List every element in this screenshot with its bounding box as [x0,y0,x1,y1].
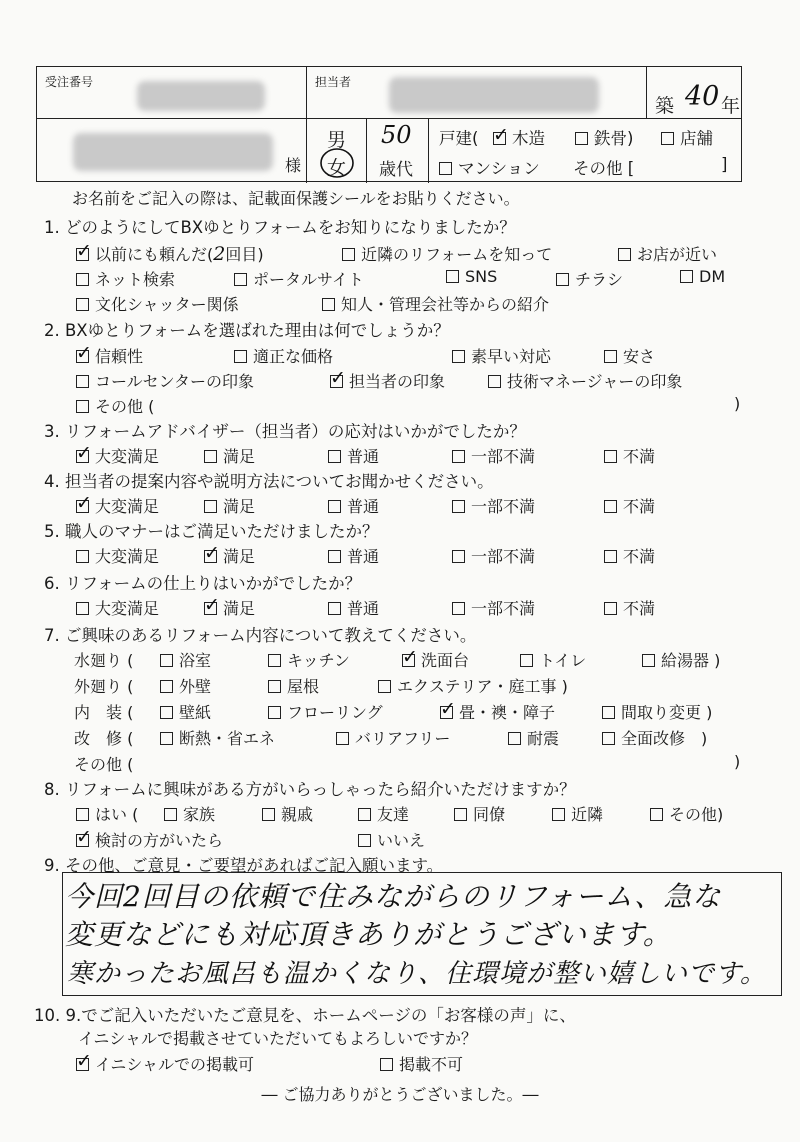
gender-female: 女 [327,157,347,179]
house-wood[interactable]: ✓ 木造 [493,125,545,149]
q8-title: 8. リフォームに興味がある方がいらっしゃったら紹介いただけますか？ [44,780,576,799]
q1-checkbox-portal[interactable] [234,273,247,286]
house-mansion[interactable]: マンション [439,155,540,179]
q4-normal[interactable]: 普通 [328,494,379,517]
q4-very-satisfied[interactable]: ✓大変満足 [76,494,159,517]
order-no-label: 受注番号 [45,75,94,89]
q7-inner-label: 内 装 ( [74,703,134,722]
q1-checkbox-bunka[interactable] [76,298,89,311]
q6-satisfied[interactable]: ✓ 満足 [204,596,255,619]
q7-inner-tatami[interactable]: ✓ 畳・襖・障子 [440,700,555,723]
q9-title: 9. その他、ご意見・ご要望があればご記入願います。 [44,856,444,875]
q4-partly-dissatisfied[interactable]: 一部不満 [452,494,535,517]
q1-checkbox-flyer[interactable] [556,273,569,286]
q1-opt-near-store[interactable]: お店が近い [618,242,717,265]
q3-normal[interactable]: 普通 [328,444,379,467]
q6-dissatisfied[interactable]: 不満 [604,596,655,619]
q4-satisfied[interactable]: 満足 [204,494,255,517]
q2-checkbox-tech[interactable] [488,375,501,388]
q6-very-satisfied[interactable]: 大変満足 [76,596,159,619]
q7-reform-label: 改 修 ( [74,729,134,748]
q7-title: 7. ご興味のあるリフォーム内容について教えてください。 [44,626,477,645]
q7-water-label: 水廻り ( [74,651,134,670]
q3-partly-dissatisfied[interactable]: 一部不満 [452,444,535,467]
q2-checkbox-quick[interactable] [452,350,465,363]
q7-inner-flooring[interactable]: フローリング [268,700,383,723]
q2-opt-other[interactable]: その他 ( [76,394,154,417]
q2-checkbox-callcenter[interactable] [76,375,89,388]
q1-checkbox-before[interactable] [76,248,89,261]
house-steel[interactable]: 鉄骨) [575,125,633,149]
q8-friends[interactable]: 友達 [358,802,409,825]
customer-name-cell [37,119,307,183]
header-table [36,66,742,182]
building-age-value: 40 [685,81,720,112]
age-cell [367,119,429,183]
q7-water-kitchen[interactable]: キッチン [268,648,350,671]
q2-opt-cheap[interactable]: 安さ [604,344,655,367]
q5-normal[interactable]: 普通 [328,544,379,567]
q8-neighbors[interactable]: 近隣 [552,802,603,825]
q1-opt-net[interactable]: ネット検索 [76,267,175,290]
q2-checkbox-price[interactable] [234,350,247,363]
q8-consider[interactable]: ✓検討の方がいたら [76,828,223,851]
gender-male: 男 [327,129,347,151]
q5-partly-dissatisfied[interactable]: 一部不満 [452,544,535,567]
mansion-checkbox[interactable] [439,162,452,175]
steel-checkbox[interactable] [575,132,588,145]
staff-cell [307,67,647,119]
order-no-cell [37,67,307,119]
q7-outer-exterior[interactable]: エクステリア・庭工事 ) [378,674,568,697]
house-other-close: ] [721,155,728,174]
q2-opt-callcenter[interactable]: コールセンターの印象 [76,369,254,392]
sama-label: 様 [285,156,302,175]
house-detached: 戸建( [439,129,479,148]
q1-checkbox-sns[interactable] [446,270,459,283]
q1-opt-dm[interactable]: DM [680,267,725,286]
comment-box[interactable] [62,872,782,996]
q5-title: 5. 職人のマナーはご満足いただけましたか？ [44,522,379,541]
q7-outer-roof[interactable]: 屋根 [268,674,319,697]
q7-inner-layout[interactable]: 間取り変更 ) [602,700,712,723]
q2-opt-tech[interactable]: 技術マネージャーの印象 [488,369,682,392]
q5-dissatisfied[interactable]: 不満 [604,544,655,567]
q7-other-label: その他 ( [74,755,134,774]
q8-other[interactable]: その他) [650,802,723,825]
q3-satisfied[interactable]: 満足 [204,444,255,467]
q1-checkbox-neighbor[interactable] [342,248,355,261]
q2-checkbox-cheap[interactable] [604,350,617,363]
comment-line-1: 今回2回目の依頼で住みながらのリフォーム、急な [65,880,722,913]
q5-very-satisfied[interactable]: 大変満足 [76,544,159,567]
q3-very-satisfied[interactable]: ✓大変満足 [76,444,159,467]
q2-checkbox-staff[interactable] [330,375,343,388]
q2-opt-price[interactable]: 適正な価格 [234,344,333,367]
shop-checkbox[interactable] [661,132,674,145]
q3-title: 3. リフォームアドバイザー（担当者）の応対はいかがでしたか？ [44,422,526,441]
q7-outer-label: 外廻り ( [74,677,134,696]
q2-opt-quick[interactable]: 素早い対応 [452,344,551,367]
footer-thanks: ― ご協力ありがとうございました。― [261,1085,539,1104]
q3-dissatisfied[interactable]: 不満 [604,444,655,467]
q7-outer-wall[interactable]: 外壁 [160,674,211,697]
q7-water-bath[interactable]: 浴室 [160,648,211,671]
wood-checkbox[interactable] [493,132,506,145]
comment-line-2: 変更などにも対応頂きありがとうございます。 [65,918,672,951]
q1-opt-portal[interactable]: ポータルサイト [234,267,364,290]
q6-title: 6. リフォームの仕上りはいかがでしたか？ [44,574,362,593]
q2-other-close: ) [734,394,741,413]
q7-water-toilet[interactable]: トイレ [520,648,586,671]
q4-title: 4. 担当者の提案内容や説明方法についてお聞かせください。 [44,472,494,491]
q7-reform-insulation[interactable]: 断熱・省エネ [160,726,275,749]
building-age-unit: 年 [721,95,741,117]
redacted-staff [389,77,599,113]
q7-reform-quake[interactable]: 耐震 [508,726,559,749]
q2-checkbox-trust[interactable] [76,350,89,363]
redacted-order-no [137,81,265,111]
q2-opt-staff[interactable]: ✓ 担当者の印象 [330,369,445,392]
q1-opt-flyer[interactable]: チラシ [556,267,623,290]
q8-no[interactable]: いいえ [358,828,425,851]
q8-colleagues[interactable]: 同僚 [454,802,505,825]
q4-dissatisfied[interactable]: 不満 [604,494,655,517]
q1-opt-before[interactable]: ✓以前にも頼んだ(2回目) [76,242,264,265]
q7-water-heater[interactable]: 給湯器 ) [642,648,720,671]
q1-opt-referral[interactable]: 知人・管理会社等からの紹介 [322,292,549,315]
age-suffix: 歳代 [379,160,413,180]
comment-line-3: 寒かったお風呂も温かくなり、住環境が整い嬉しいです。 [67,959,767,989]
gender-cell [307,119,367,183]
age-value: 50 [381,121,412,149]
redacted-name [73,133,273,171]
q1-checkbox-referral[interactable] [322,298,335,311]
q2-checkbox-other[interactable] [76,400,89,413]
building-age-label: 築 [655,95,675,117]
circle-mark-icon [319,147,355,179]
q1-checkbox-near-store[interactable] [618,248,631,261]
q7-inner-wallpaper[interactable]: 壁紙 [160,700,211,723]
q8-yes[interactable]: はい ( [76,802,138,825]
q10-ng[interactable]: 掲載不可 [380,1052,463,1075]
q8-relatives[interactable]: 親戚 [262,802,313,825]
intro-text: お名前をご記入の際は、記載面保護シールをお貼りください。 [72,189,520,208]
building-age-cell [647,67,743,119]
q10-ok[interactable]: ✓イニシャルでの掲載可 [76,1052,254,1075]
q1-opt-sns[interactable]: SNS [446,267,497,286]
house-type-cell [429,119,743,183]
q2-title: 2. BXゆとりフォームを選ばれた理由は何でしょうか？ [44,321,450,340]
house-other: その他 [ [573,159,635,178]
q6-partly-dissatisfied[interactable]: 一部不満 [452,596,535,619]
q2-opt-trust[interactable]: ✓信頼性 [76,344,143,367]
house-shop[interactable]: 店舗 [661,125,713,149]
q7-water-washroom[interactable]: ✓ 洗面台 [402,648,469,671]
q1-opt-bunka[interactable]: 文化シャッター関係 [76,292,239,315]
q1-checkbox-dm[interactable] [680,270,693,283]
q7-reform-barrierfree[interactable]: バリアフリー [336,726,450,749]
q1-opt-neighbor[interactable]: 近隣のリフォームを知って [342,242,552,265]
q1-checkbox-net[interactable] [76,273,89,286]
q6-normal[interactable]: 普通 [328,596,379,619]
q10-title-2: イニシャルで掲載させていただいてもよろしいですか？ [78,1029,478,1048]
q7-other-close: ) [734,752,741,771]
q1-title: 1. どのようにしてBXゆとりフォームをお知りになりましたか？ [44,218,516,237]
q5-satisfied[interactable]: ✓ 満足 [204,544,255,567]
q10-title: 10. 9.でご記入いただいたご意見を、ホームページの「お客様の声」に、 [34,1006,576,1025]
q8-family[interactable]: 家族 [164,802,215,825]
q7-reform-full[interactable]: 全面改修 ) [602,726,707,749]
staff-label: 担当者 [315,75,352,89]
